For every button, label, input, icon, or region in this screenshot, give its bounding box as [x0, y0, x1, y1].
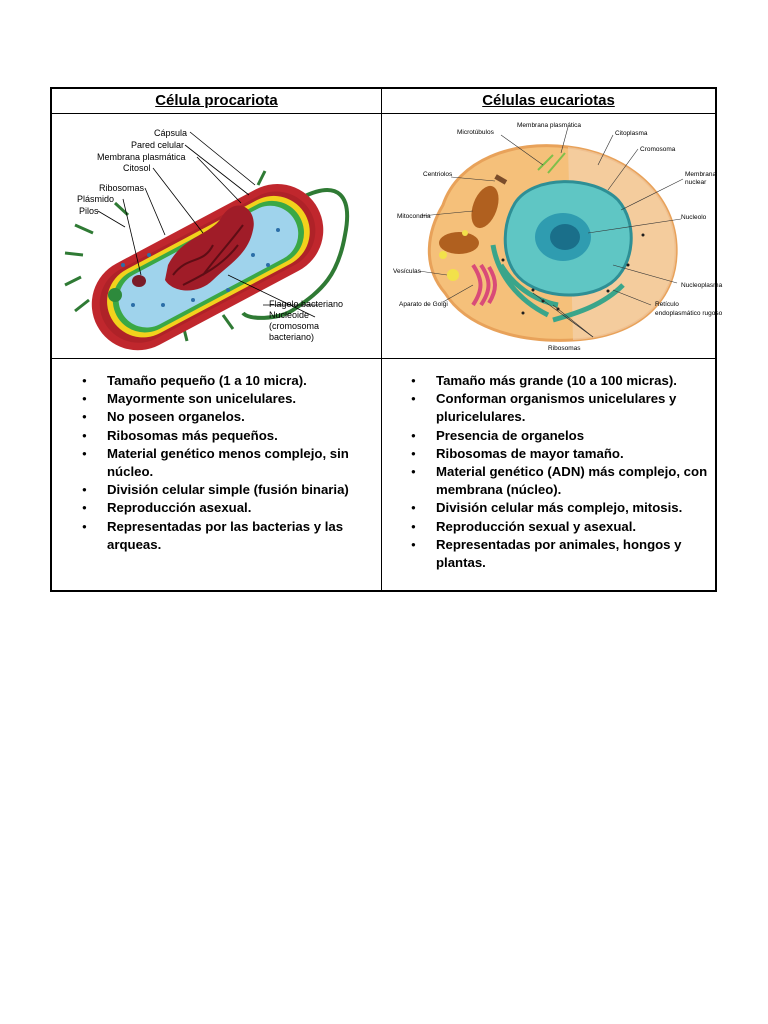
header-prokaryote: Célula procariota	[155, 92, 278, 109]
list-item: ● Representadas por las bacterias y las arqueas.	[82, 518, 372, 554]
list-item: ● Tamaño más grande (10 a 100 micras).	[411, 372, 711, 390]
plasmid	[132, 275, 146, 287]
list-item: ● Material genético (ADN) más complejo, con membrana (núcleo).	[411, 463, 711, 499]
label-ribosomas: Ribosomas	[548, 345, 581, 352]
label-golgi: Aparato de Golgi	[399, 301, 448, 308]
eukaryote-diagram	[383, 115, 723, 357]
vesicle	[447, 269, 459, 281]
list-item: ● Material genético menos complejo, sin núcleo.	[82, 445, 372, 481]
label-mitocondria: Mitocondria	[397, 213, 431, 220]
label-vesiculas: Vesículas	[393, 268, 421, 275]
cytosol-granule	[108, 288, 122, 302]
list-item: ● Reproducción sexual y asexual.	[411, 518, 711, 536]
prokaryote-characteristics	[82, 372, 372, 554]
list-item: ● División celular simple (fusión binaria)	[82, 481, 372, 499]
eukaryote-characteristics	[411, 372, 711, 572]
header-divider	[52, 113, 715, 114]
label-microtubulos: Microtúbulos	[457, 129, 494, 136]
label-nucleoplasma: Nucleoplasma	[681, 282, 723, 289]
label-citoplasma: Citoplasma	[615, 130, 648, 137]
label-ribosomas: Ribosomas	[99, 183, 145, 193]
prokaryote-diagram	[53, 115, 380, 357]
list-item: ● Conforman organismos unicelulares y pluricelulares.	[411, 390, 711, 426]
label-cromosoma: (cromosoma	[269, 321, 320, 331]
label-capsula: Cápsula	[154, 128, 188, 138]
header-eukaryote: Células eucariotas	[482, 92, 615, 109]
list-item: ● Reproducción asexual.	[82, 499, 372, 517]
list-item: ● Presencia de organelos	[411, 427, 711, 445]
label-reticulo-2: endoplasmático rugoso	[655, 310, 723, 317]
list-item: ● No poseen organelos.	[82, 408, 372, 426]
label-pared: Pared celular	[131, 140, 185, 150]
label-flagelo: Flagelo bacteriano	[269, 299, 344, 309]
label-pilos: Pilos	[79, 206, 99, 216]
list-item: ● Tamaño pequeño (1 a 10 micra).	[82, 372, 372, 390]
list-item: ● Ribosomas más pequeños.	[82, 427, 372, 445]
label-membrana-nuclear-1: Membrana	[685, 171, 717, 178]
column-divider	[381, 89, 382, 590]
list-item: ● Mayormente son unicelulares.	[82, 390, 372, 408]
label-nucleoide: Nucleoide	[269, 310, 310, 320]
list-item: ● Ribosomas de mayor tamaño.	[411, 445, 711, 463]
list-item: ● Representadas por animales, hongos y plantas.	[411, 536, 711, 572]
label-cromosoma: Cromosoma	[640, 146, 676, 153]
label-membrana: Membrana plasmática	[97, 152, 186, 162]
comparison-table	[50, 87, 723, 592]
label-bacteriano: bacteriano)	[269, 332, 315, 342]
label-citosol: Citosol	[123, 163, 151, 173]
image-row-divider	[52, 358, 715, 359]
label-plasmido: Plásmido	[77, 194, 115, 204]
label-membrana-nuclear-2: nuclear	[685, 179, 707, 186]
label-membrana: Membrana plasmática	[517, 122, 581, 129]
label-centriolos: Centriolos	[423, 171, 453, 178]
list-item: ● División celular más complejo, mitosis.	[411, 499, 711, 517]
label-nucleolo: Nucleolo	[681, 214, 707, 221]
label-reticulo-1: Retículo	[655, 301, 679, 308]
